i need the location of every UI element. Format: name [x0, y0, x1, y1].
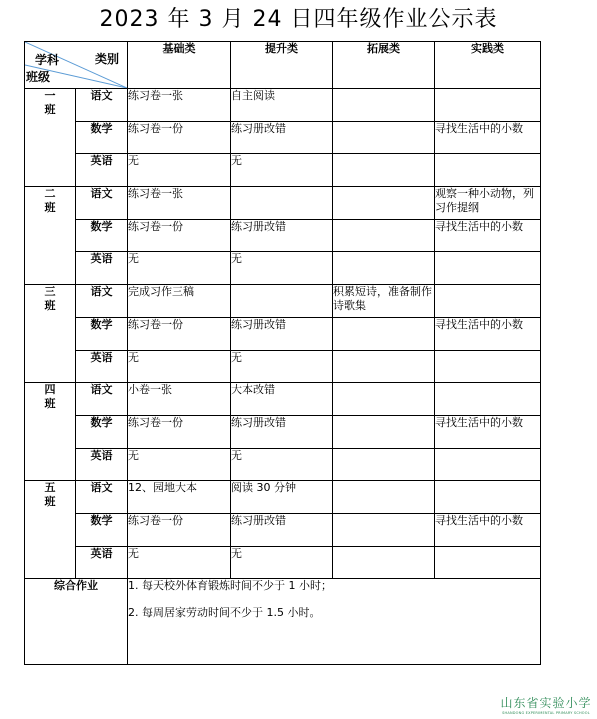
subject-cell: 数学 — [76, 513, 128, 546]
homework-cell: 练习卷一份 — [128, 317, 231, 350]
homework-cell — [435, 285, 541, 318]
homework-cell — [333, 546, 435, 579]
table-row — [25, 317, 541, 350]
logo-chinese-name: 山东省实验小学 — [500, 696, 592, 710]
corner-subject-label: 学科 — [35, 53, 60, 67]
summary-item: 2. 每周居家劳动时间不少于 1.5 小时。 — [128, 606, 321, 620]
table-row — [25, 252, 541, 285]
class-name-cell: 五 班 — [25, 481, 76, 579]
subject-cell: 数学 — [76, 317, 128, 350]
homework-cell: 练习卷一份 — [128, 415, 231, 448]
homework-cell: 积累短诗，准备制作诗歌集 — [333, 285, 435, 318]
homework-cell — [435, 252, 541, 285]
homework-cell — [435, 546, 541, 579]
homework-cell: 寻找生活中的小数 — [435, 121, 541, 154]
homework-cell: 练习卷一份 — [128, 121, 231, 154]
homework-cell: 无 — [128, 448, 231, 481]
homework-cell: 无 — [231, 448, 333, 481]
homework-cell: 练习册改错 — [231, 121, 333, 154]
homework-cell — [435, 89, 541, 122]
homework-cell: 练习卷一张 — [128, 187, 231, 220]
table-row — [25, 513, 541, 546]
table-row — [25, 350, 541, 383]
table-row — [25, 383, 541, 416]
homework-cell: 阅读 30 分钟 — [231, 481, 333, 514]
summary-cell — [128, 579, 541, 665]
homework-cell — [333, 219, 435, 252]
homework-cell: 练习卷一张 — [128, 89, 231, 122]
corner-type-label: 类别 — [94, 52, 119, 66]
subject-cell: 语文 — [76, 89, 128, 122]
homework-cell: 无 — [231, 350, 333, 383]
homework-cell: 完成习作三稿 — [128, 285, 231, 318]
table-row — [25, 154, 541, 187]
table-row — [25, 89, 541, 122]
class-name-cell: 一 班 — [25, 89, 76, 187]
table-row — [25, 121, 541, 154]
subject-cell: 数学 — [76, 219, 128, 252]
subject-cell: 英语 — [76, 448, 128, 481]
subject-cell: 语文 — [76, 187, 128, 220]
table-row — [25, 481, 541, 514]
summary-item: 1. 每天校外体育锻炼时间不少于 1 小时； — [128, 579, 332, 593]
subject-cell: 英语 — [76, 350, 128, 383]
homework-cell — [435, 481, 541, 514]
homework-cell: 寻找生活中的小数 — [435, 317, 541, 350]
column-header-improve: 提升类 — [231, 42, 333, 89]
corner-header-cell — [25, 42, 128, 89]
homework-cell: 练习册改错 — [231, 219, 333, 252]
page-title: 2023 年 3 月 24 日四年级作业公示表 — [99, 7, 498, 32]
homework-cell — [435, 154, 541, 187]
homework-cell — [333, 317, 435, 350]
homework-cell: 寻找生活中的小数 — [435, 219, 541, 252]
summary-label: 综合作业 — [25, 579, 128, 665]
homework-cell — [333, 481, 435, 514]
homework-cell: 寻找生活中的小数 — [435, 513, 541, 546]
homework-cell — [231, 187, 333, 220]
homework-cell — [231, 285, 333, 318]
homework-cell — [333, 89, 435, 122]
homework-cell — [333, 252, 435, 285]
homework-cell — [333, 383, 435, 416]
homework-cell: 练习卷一份 — [128, 513, 231, 546]
table-row — [25, 187, 541, 220]
homework-cell — [333, 154, 435, 187]
homework-cell — [333, 513, 435, 546]
table-row — [25, 285, 541, 318]
table-row — [25, 415, 541, 448]
homework-cell — [333, 350, 435, 383]
table-body — [25, 89, 541, 579]
table-row — [25, 546, 541, 579]
subject-cell: 英语 — [76, 252, 128, 285]
homework-cell — [435, 448, 541, 481]
homework-cell: 练习册改错 — [231, 317, 333, 350]
corner-class-label: 班级 — [26, 70, 51, 84]
homework-cell: 无 — [231, 546, 333, 579]
homework-cell: 无 — [128, 154, 231, 187]
homework-cell: 无 — [128, 350, 231, 383]
homework-cell: 练习卷一份 — [128, 219, 231, 252]
homework-cell: 小卷一张 — [128, 383, 231, 416]
homework-cell: 无 — [231, 252, 333, 285]
homework-cell: 自主阅读 — [231, 89, 333, 122]
logo-english-name: SHANDONG EXPERIMENTAL PRIMARY SCHOOL — [502, 711, 590, 715]
homework-cell: 无 — [231, 154, 333, 187]
column-header-extend: 拓展类 — [333, 42, 435, 89]
column-header-basic: 基础类 — [128, 42, 231, 89]
table-row — [25, 219, 541, 252]
homework-cell — [333, 121, 435, 154]
homework-cell — [333, 415, 435, 448]
homework-cell: 寻找生活中的小数 — [435, 415, 541, 448]
homework-cell: 无 — [128, 546, 231, 579]
homework-cell: 大本改错 — [231, 383, 333, 416]
homework-cell: 无 — [128, 252, 231, 285]
homework-cell: 练习册改错 — [231, 513, 333, 546]
homework-cell — [435, 383, 541, 416]
homework-cell: 12、园地大本 — [128, 481, 231, 514]
homework-cell: 观察一种小动物，列习作提纲 — [435, 187, 541, 220]
subject-cell: 语文 — [76, 481, 128, 514]
subject-cell: 数学 — [76, 415, 128, 448]
column-header-practice: 实践类 — [435, 42, 541, 89]
subject-cell: 英语 — [76, 154, 128, 187]
table-row — [25, 448, 541, 481]
homework-cell — [333, 187, 435, 220]
subject-cell: 数学 — [76, 121, 128, 154]
class-name-cell: 三 班 — [25, 285, 76, 383]
school-logo — [499, 694, 593, 716]
homework-cell — [333, 448, 435, 481]
homework-cell — [435, 350, 541, 383]
class-name-cell: 二 班 — [25, 187, 76, 285]
subject-cell: 语文 — [76, 383, 128, 416]
subject-cell: 英语 — [76, 546, 128, 579]
homework-cell: 练习册改错 — [231, 415, 333, 448]
class-name-cell: 四 班 — [25, 383, 76, 481]
subject-cell: 语文 — [76, 285, 128, 318]
homework-table — [24, 41, 541, 665]
